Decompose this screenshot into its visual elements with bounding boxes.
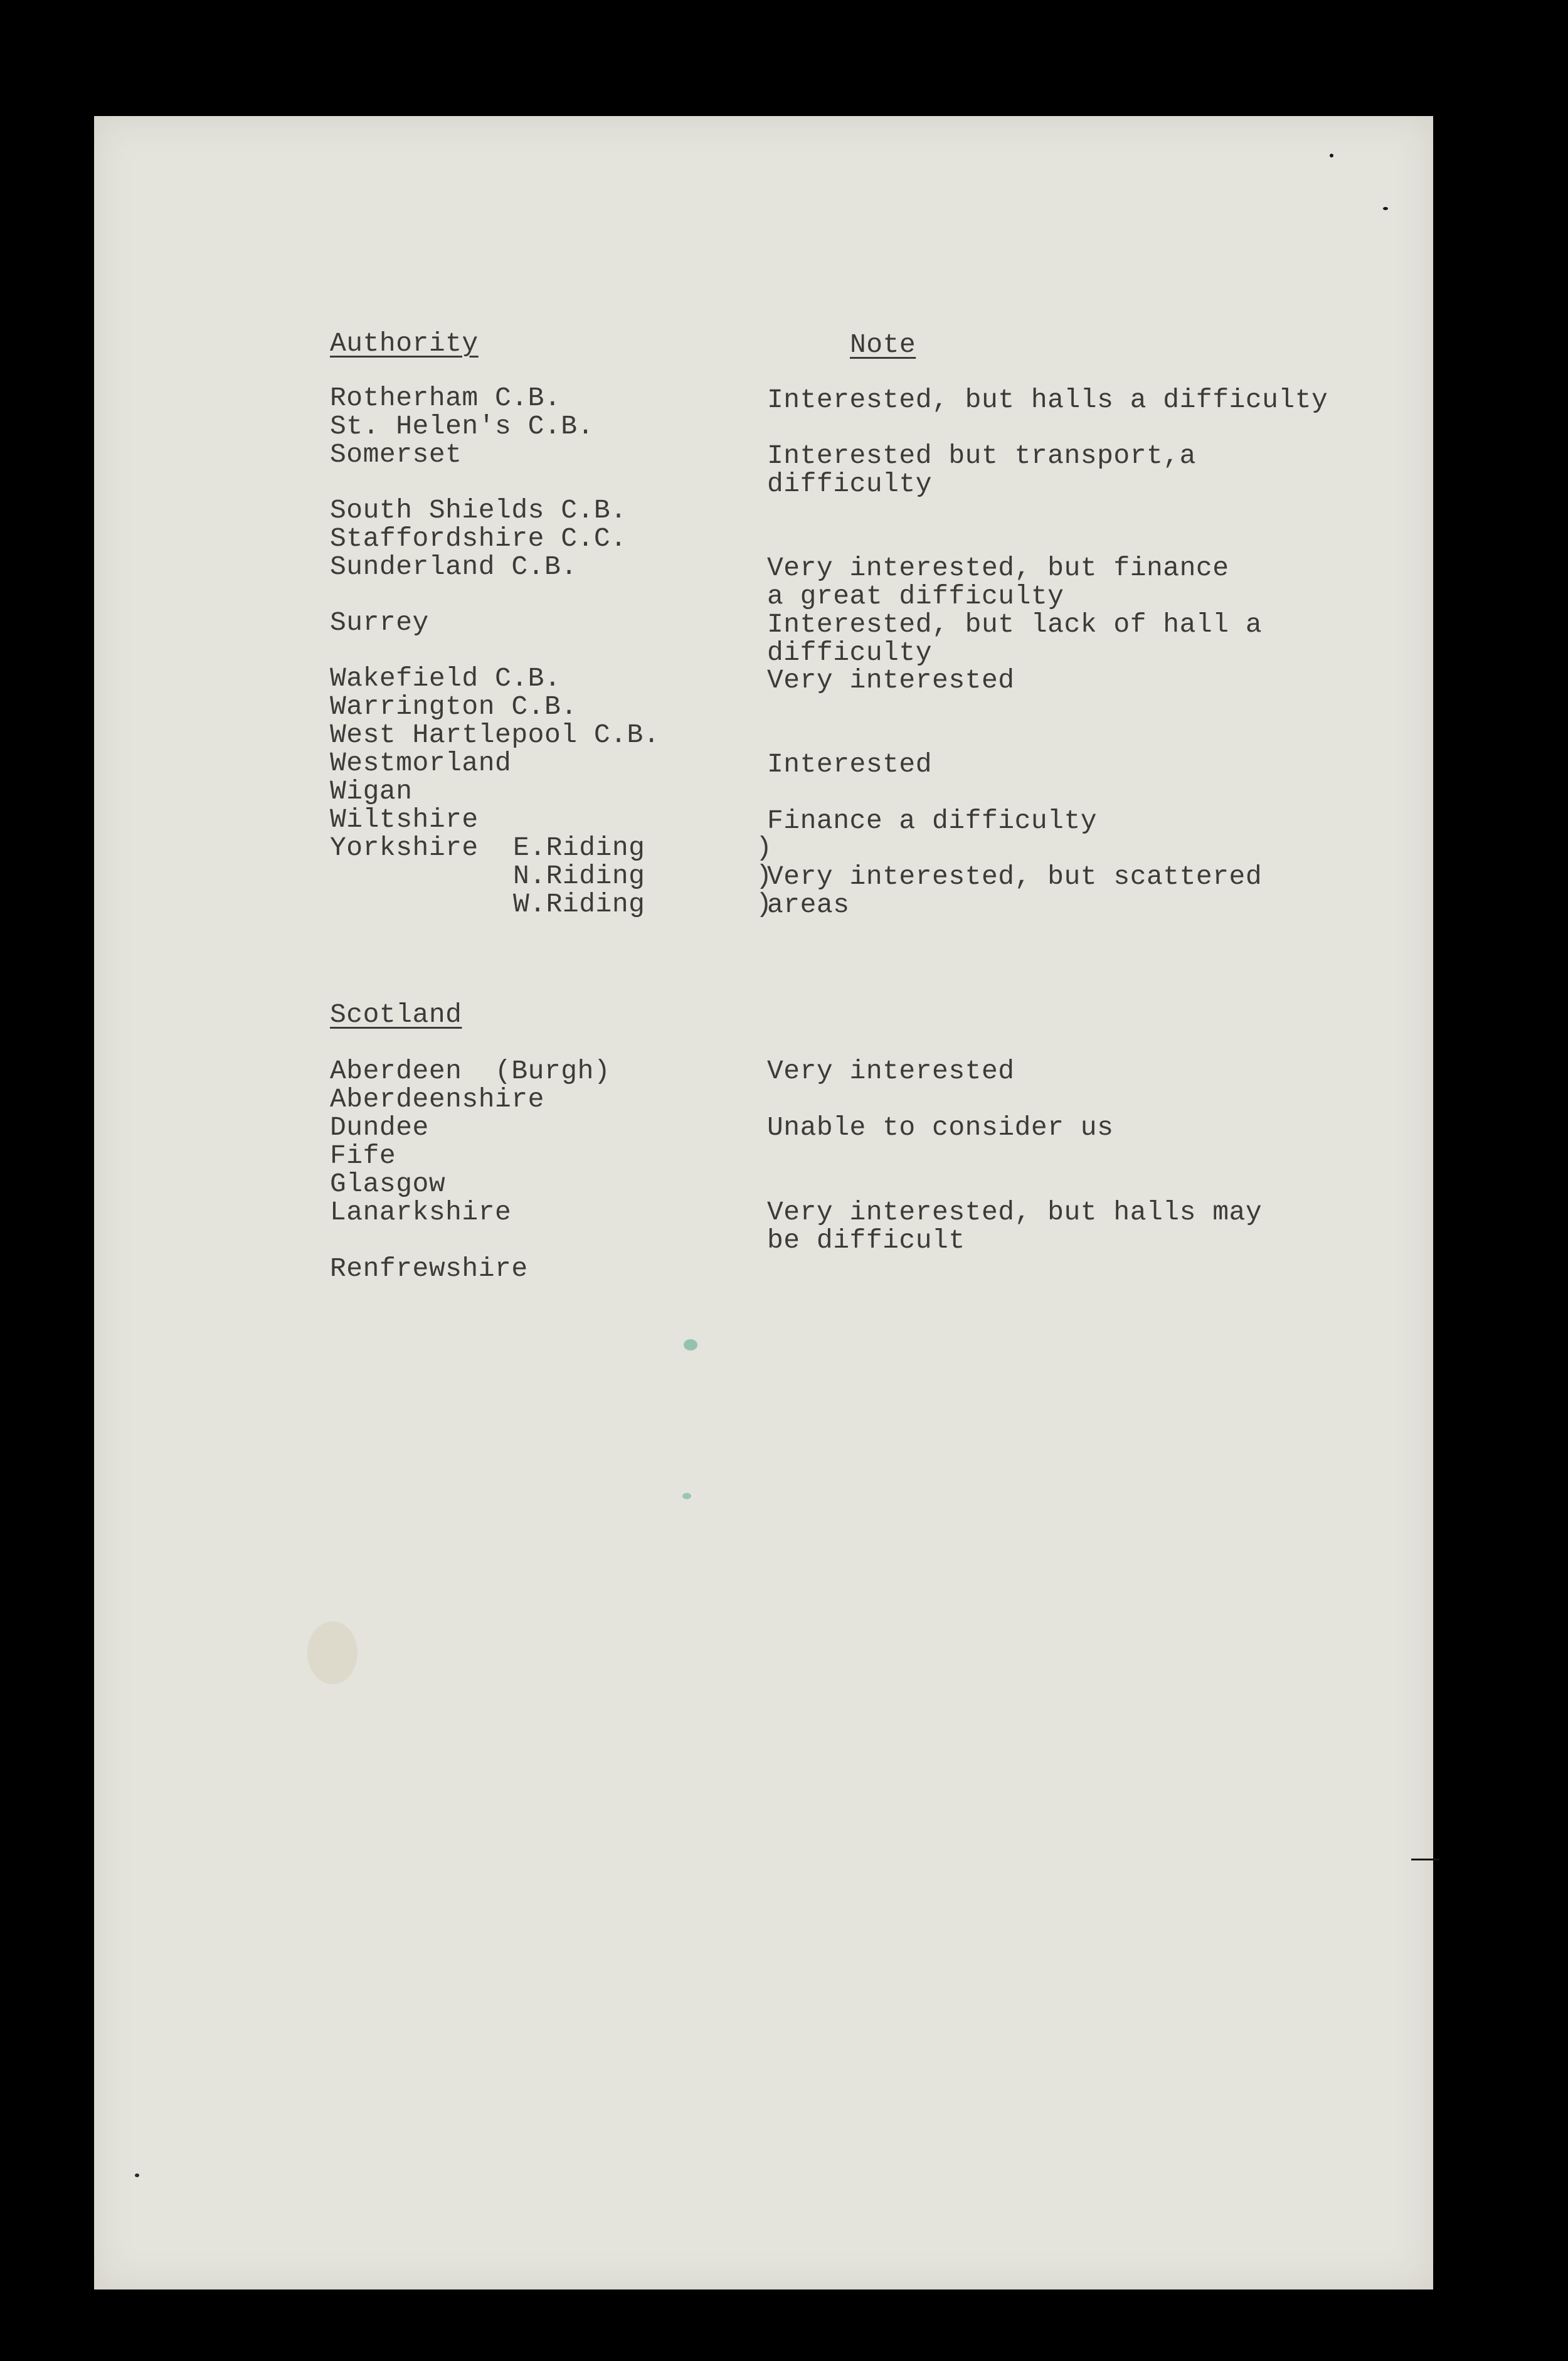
scotland-header: Scotland xyxy=(330,999,462,1030)
note-text: a great difficulty xyxy=(767,581,1064,612)
note-text: Finance a difficulty xyxy=(767,805,1098,836)
edge-mark xyxy=(1411,1859,1439,1860)
authority-name: Wigan xyxy=(330,776,413,807)
note-text: Interested, but lack of hall a xyxy=(767,609,1263,640)
authority-name: West Hartlepool C.B. xyxy=(330,719,660,750)
authority-name: Glasgow xyxy=(330,1169,446,1199)
note-text: Very interested xyxy=(767,665,1015,696)
note-text: Unable to consider us xyxy=(767,1112,1114,1143)
authority-name: Somerset xyxy=(330,439,462,470)
authority-name: Renfrewshire xyxy=(330,1253,528,1284)
note-text: Very interested xyxy=(767,1056,1015,1086)
authority-name: Sunderland C.B. xyxy=(330,551,578,582)
paper-stain xyxy=(307,1621,358,1684)
ink-spot xyxy=(682,1493,691,1499)
note-text: be difficult xyxy=(767,1225,965,1256)
authority-name: Wakefield C.B. xyxy=(330,663,561,694)
riding-name: N.Riding xyxy=(513,861,645,891)
note-text: Interested, but halls a difficulty xyxy=(767,385,1328,415)
authority-name: Yorkshire xyxy=(330,832,479,863)
authority-name: Rotherham C.B. xyxy=(330,383,561,413)
note-text: difficulty xyxy=(767,637,933,668)
authority-name: Dundee xyxy=(330,1112,429,1143)
note-text: difficulty xyxy=(767,469,933,499)
authority-name: St. Helen's C.B. xyxy=(330,411,594,442)
note-text: Interested but transport,a xyxy=(767,440,1196,471)
dust-speck xyxy=(1330,154,1333,157)
note-text: Very interested, but scattered xyxy=(767,861,1263,892)
authority-name: Lanarkshire xyxy=(330,1197,512,1228)
authority-header: Authority xyxy=(330,328,479,359)
riding-name: W.Riding xyxy=(513,889,645,920)
authority-name: Staffordshire C.C. xyxy=(330,523,627,554)
authority-name: South Shields C.B. xyxy=(330,495,627,526)
dust-speck xyxy=(1383,207,1388,210)
authority-name: Warrington C.B. xyxy=(330,691,578,722)
authority-name: Fife xyxy=(330,1140,396,1171)
note-header: Note xyxy=(850,329,916,360)
bracket-mark: ) xyxy=(756,861,772,891)
typed-page xyxy=(94,116,1433,2289)
authority-name: Aberdeen (Burgh) xyxy=(330,1056,611,1086)
note-text: Very interested, but halls may xyxy=(767,1197,1263,1228)
authority-name: Aberdeenshire xyxy=(330,1084,544,1115)
note-text: Very interested, but finance xyxy=(767,553,1229,583)
dust-speck xyxy=(135,2173,139,2177)
bracket-mark: ) xyxy=(756,832,772,863)
authority-name: Surrey xyxy=(330,607,429,638)
note-text: areas xyxy=(767,889,850,920)
ink-spot xyxy=(684,1339,697,1350)
note-text: Interested xyxy=(767,749,933,780)
riding-name: E.Riding xyxy=(513,832,645,863)
bracket-mark: ) xyxy=(756,889,772,920)
authority-name: Wiltshire xyxy=(330,804,479,835)
authority-name: Westmorland xyxy=(330,748,512,778)
